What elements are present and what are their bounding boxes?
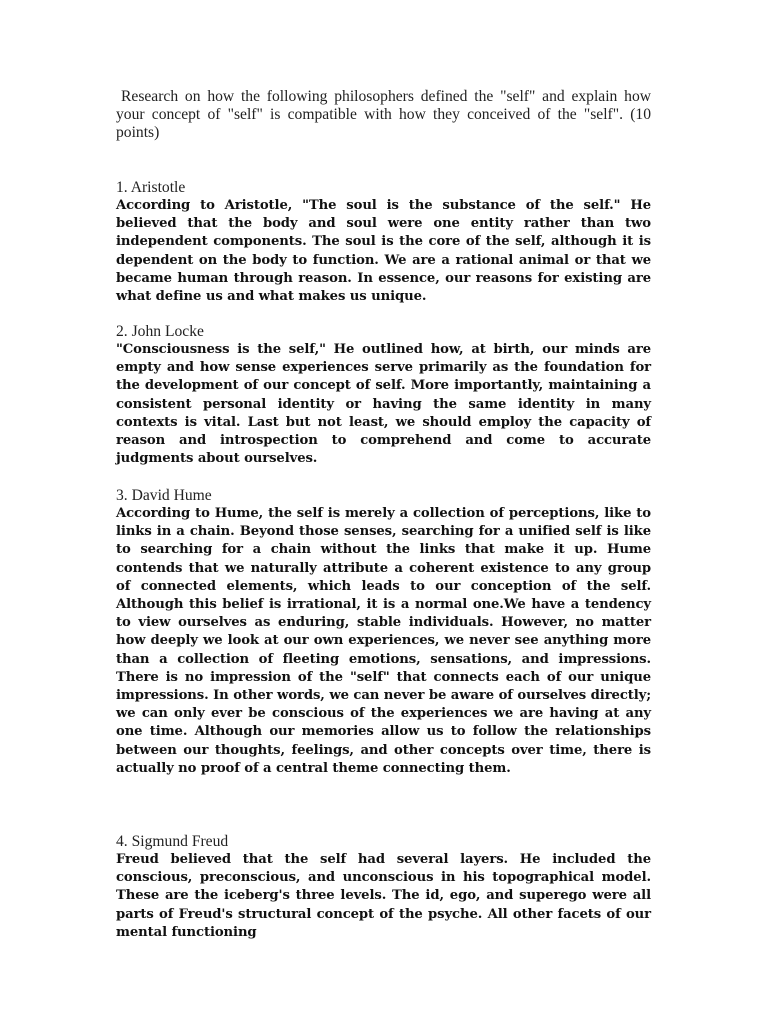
assignment-prompt: Research on how the following philosophers defined the "self" and explain how your concept of "self" is compatible with how they conceived of the "self". (10 points) [116,88,651,141]
section-body: Freud believed that the self had several layers. He included the conscious, preconscious, and unconscious in his topographical model. These are the iceberg's three levels. The id, ego, and superego were all parts of Freud's structural concept of the psyche. All other facets of our mental functioning [116,852,651,940]
section-aristotle [116,179,651,306]
section-body: According to Aristotle, "The soul is the substance of the self." He believed that the body and soul were one entity rather than two independent components. The soul is the core of the self, although it is dependent on the body to function. We are a rational animal or that we became human through reason. In essence, our reasons for existing are what define us and what makes us unique. [116,198,651,305]
section-heading: 3. David Hume [116,487,212,504]
section-body: "Consciousness is the self," He outlined how, at birth, our minds are empty and how sense experiences serve primarily as the foundation for the development of our concept of self. More importantly, maintaining a consistent personal identity or having the same identity in many contexts is vital. Last but not least, we should employ the capacity of reason and introspection to comprehend and come to accurate judgments about ourselves. [116,342,651,467]
section-david-hume [116,487,651,778]
section-sigmund-freud [116,833,651,942]
section-heading: 4. Sigmund Freud [116,833,229,850]
section-heading: 1. Aristotle [116,179,186,196]
section-body: According to Hume, the self is merely a collection of perceptions, like to links in a chain. Beyond those senses, searching for a unified self is like to searching for a chain without the links that make it up. Hume contends that we naturally attribute a coherent existence to any group of connected elements, which leads to our conception of the self. Although this belief is irrational, it is a normal one.We have a tendency to view ourselves as enduring, stable individuals. However, no matter how deeply we look at our own experiences, we never see anything more than a collection of fleeting emotions, sensations, and impressions. There is no impression of the "self" that connects each of our unique impressions. In other words, we can never be aware of ourselves directly; we can only ever be conscious of the experiences we are having at any one time. Although our memories allow us to follow the relationships between our thoughts, feelings, and other concepts over time, there is actually no proof of a central theme connecting them. [116,506,651,776]
section-john-locke [116,323,651,468]
section-heading: 2. John Locke [116,323,204,340]
